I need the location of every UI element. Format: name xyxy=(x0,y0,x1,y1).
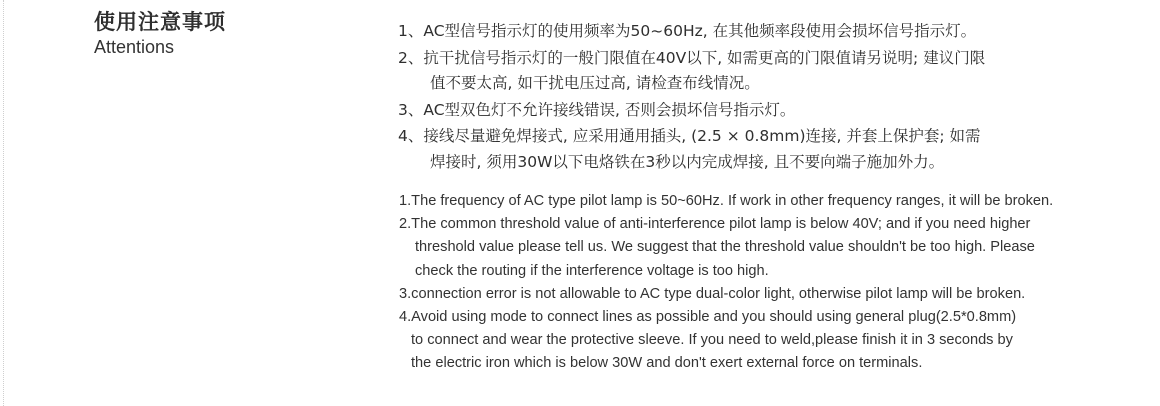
english-note-line: check the routing if the interference voltage is too high. xyxy=(415,262,769,279)
english-note-2 xyxy=(399,213,1119,283)
heading-title-chinese: 使用注意事项 xyxy=(94,10,226,34)
chinese-note-4 xyxy=(398,124,1098,175)
english-note-line: 1.The frequency of AC type pilot lamp is 50~60Hz. If work in other frequency ranges, it will be broken. xyxy=(399,193,1054,209)
english-note-1 xyxy=(399,190,1119,213)
english-note-line: the electric iron which is below 30W and don't exert external force on terminals. xyxy=(411,355,923,372)
english-note-line: threshold value please tell us. We suggest that the threshold value shouldn't be too high. Please xyxy=(415,239,1035,256)
chinese-note-line: 1、AC型信号指示灯的使用频率为50~60Hz, 在其他频率段使用会损坏信号指示灯。 xyxy=(398,22,977,40)
english-notes-list xyxy=(399,190,1119,376)
english-note-line: to connect and wear the protective sleeve. If you need to weld,please finish it in 3 seconds by xyxy=(411,332,1013,349)
section-heading xyxy=(94,9,226,58)
chinese-note-3 xyxy=(398,98,1098,124)
chinese-note-line: 值不要太高, 如干扰电压过高, 请检查布线情况。 xyxy=(430,74,760,92)
chinese-note-line: 3、AC型双色灯不允许接线错误, 否则会损坏信号指示灯。 xyxy=(398,100,796,119)
page-edge-divider xyxy=(3,0,4,406)
chinese-note-2 xyxy=(398,46,1098,97)
english-note-line: 2.The common threshold value of anti-interference pilot lamp is below 40V; and if you need higher xyxy=(399,216,1031,233)
heading-title-english: Attentions xyxy=(94,37,175,57)
english-note-3 xyxy=(399,283,1119,306)
chinese-note-line: 2、抗干扰信号指示灯的一般门限值在40V以下, 如需更高的门限值请另说明; 建议门限 xyxy=(398,48,986,67)
chinese-note-line: 4、接线尽量避免焊接式, 应采用通用插头, (2.5 × 0.8mm)连接, 并套上保护套; 如需 xyxy=(398,127,981,145)
chinese-note-1 xyxy=(398,19,1098,45)
chinese-notes-list xyxy=(398,19,1098,176)
english-note-4 xyxy=(399,306,1119,376)
english-note-line: 4.Avoid using mode to connect lines as possible and you should using general plug(2.5*0.8mm) xyxy=(399,309,1017,326)
chinese-note-line: 焊接时, 须用30W以下电烙铁在3秒以内完成焊接, 且不要向端子施加外力。 xyxy=(430,152,945,171)
english-note-line: 3.connection error is not allowable to AC type dual-color light, otherwise pilot lamp will be broken. xyxy=(399,285,1026,302)
